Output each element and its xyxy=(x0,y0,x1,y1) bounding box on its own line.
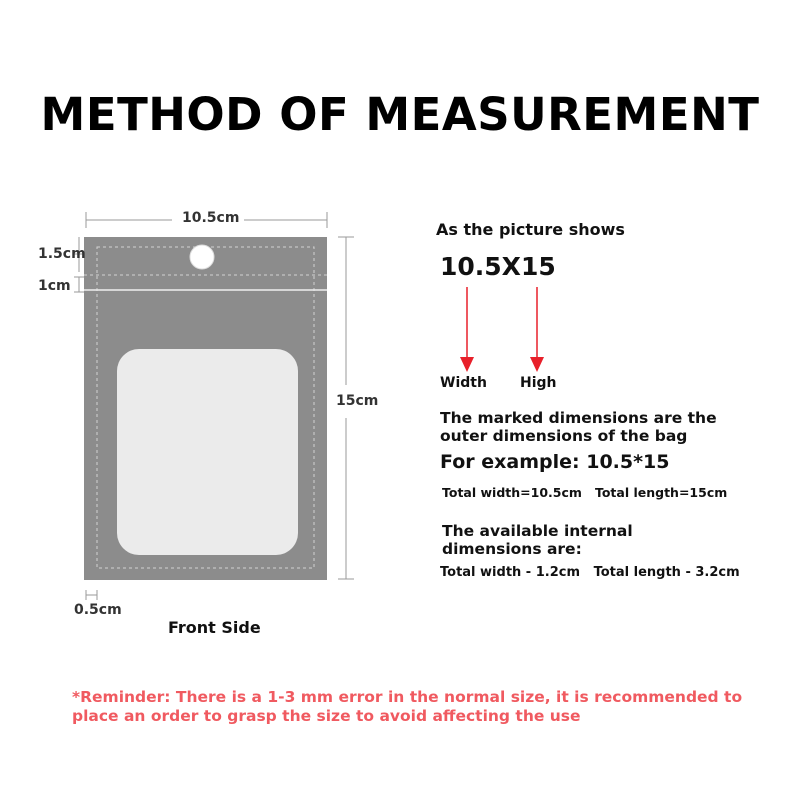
internal-line-2: dimensions are: xyxy=(442,540,582,558)
width-arrow xyxy=(460,287,474,372)
side-margin-label: 0.5cm xyxy=(74,602,122,618)
seal-label: 1cm xyxy=(38,278,71,294)
internal-line-1: The available internal xyxy=(442,522,633,540)
front-side-caption: Front Side xyxy=(168,618,261,637)
intro-text: As the picture shows xyxy=(436,220,625,239)
totals-text: Total width=10.5cm Total length=15cm xyxy=(442,485,728,500)
high-arrow xyxy=(530,287,544,372)
width-label: 10.5cm xyxy=(182,210,240,226)
height-label: 15cm xyxy=(336,393,379,409)
width-arrow-label: Width xyxy=(440,375,487,391)
high-arrow-label: High xyxy=(520,375,557,391)
internal-formula: Total width - 1.2cm Total length - 3.2cm xyxy=(440,565,740,580)
page-title: METHOD OF MEASUREMENT xyxy=(40,88,760,141)
example-text: For example: 10.5*15 xyxy=(440,451,670,473)
note-line-2: outer dimensions of the bag xyxy=(440,427,688,445)
size-text: 10.5X15 xyxy=(440,252,556,281)
reminder-note: *Reminder: There is a 1-3 mm error in the normal size, it is recommended to place an order to grasp the size to avoid affecting the use xyxy=(72,688,743,725)
top-margin-label: 1.5cm xyxy=(38,246,86,262)
note-line-1: The marked dimensions are the xyxy=(440,409,717,427)
